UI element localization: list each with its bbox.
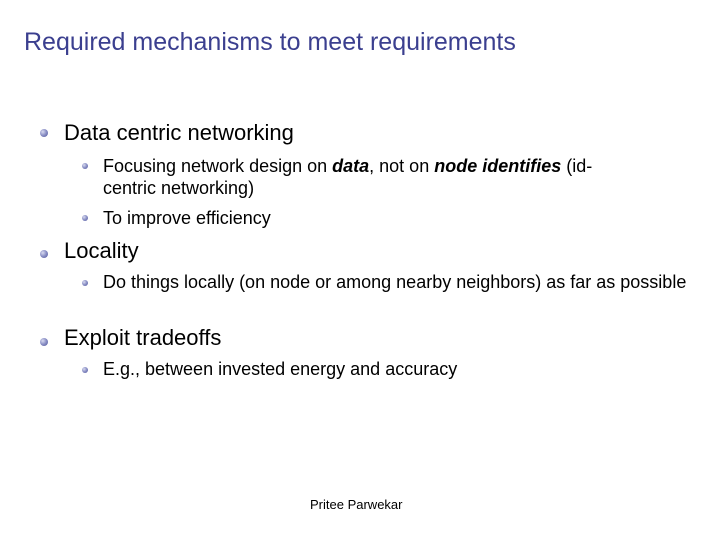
slide-footer-author: Pritee Parwekar — [310, 497, 403, 512]
bullet-dot-icon — [40, 250, 48, 258]
sub-bullet-dot-icon — [82, 215, 88, 221]
bullet-dot-icon — [40, 338, 48, 346]
slide-title: Required mechanisms to meet requirements — [24, 28, 516, 56]
text-run: (id-centric networking) — [103, 156, 593, 198]
text-run: , not on — [369, 156, 435, 176]
sub-bullet-dot-icon — [82, 367, 88, 373]
bullet-dot-icon — [40, 129, 48, 137]
sub-bullet-improve-efficiency: To improve efficiency — [103, 208, 271, 228]
sub-bullet-dot-icon — [82, 163, 88, 169]
sub-bullet-do-things-locally: Do things locally (on node or among nearby neighbors) as far as possible — [103, 272, 687, 292]
bullet-locality: Locality — [64, 238, 139, 263]
bullet-data-centric-networking: Data centric networking — [64, 120, 294, 145]
emphasis-node-identifies: node identifies — [434, 156, 562, 176]
emphasis-data: data — [332, 156, 370, 176]
bullet-exploit-tradeoffs: Exploit tradeoffs — [64, 325, 222, 350]
sub-bullet-between-energy-accuracy: E.g., between invested energy and accuracy — [103, 359, 458, 379]
text-run: Focusing network design on — [103, 156, 333, 176]
sub-bullet-focusing-network-design — [103, 155, 643, 199]
sub-bullet-dot-icon — [82, 280, 88, 286]
